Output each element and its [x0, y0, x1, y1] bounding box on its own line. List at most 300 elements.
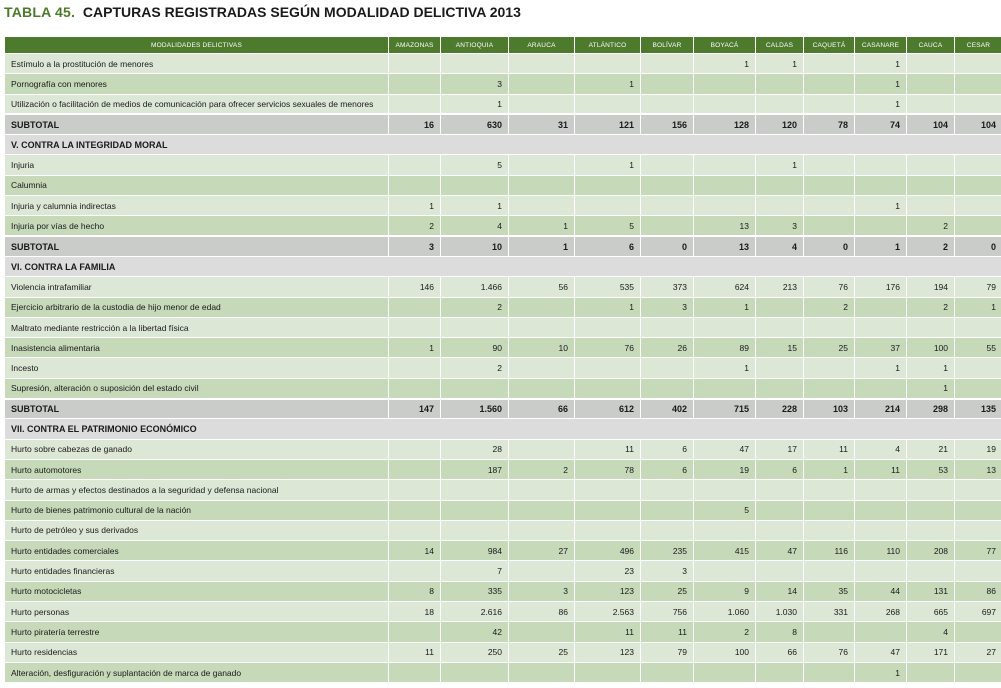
- table-cell: [907, 196, 955, 216]
- table-cell: 131: [907, 581, 955, 601]
- row-label: Pornografía con menores: [5, 74, 389, 94]
- table-cell: [756, 662, 804, 682]
- table-cell: [907, 317, 955, 337]
- table-cell: [756, 561, 804, 581]
- table-cell: 697: [955, 602, 1001, 622]
- table-cell: [804, 74, 855, 94]
- table-cell: [804, 155, 855, 175]
- table-cell: [509, 622, 575, 642]
- table-cell: 76: [575, 338, 641, 358]
- row-label: Estímulo a la prostitución de menores: [5, 54, 389, 74]
- table-cell: [804, 520, 855, 540]
- table-cell: [855, 297, 907, 317]
- table-cell: [955, 662, 1001, 682]
- table-cell: 984: [441, 541, 509, 561]
- table-cell: [641, 54, 694, 74]
- table-row: [5, 602, 1001, 622]
- table-cell: [955, 155, 1001, 175]
- table-cell: [694, 317, 756, 337]
- table-cell: 8: [756, 622, 804, 642]
- table-cell: [389, 317, 441, 337]
- table-cell: 47: [855, 642, 907, 662]
- table-cell: 74: [855, 114, 907, 134]
- table-cell: 535: [575, 277, 641, 297]
- row-label: Hurto automotores: [5, 459, 389, 479]
- table-cell: 23: [575, 561, 641, 581]
- table-cell: 1.060: [694, 602, 756, 622]
- table-cell: [641, 378, 694, 398]
- table-cell: [389, 622, 441, 642]
- table-cell: 2: [441, 358, 509, 378]
- table-cell: 14: [756, 581, 804, 601]
- table-cell: 715: [694, 399, 756, 419]
- row-label: Hurto motocicletas: [5, 581, 389, 601]
- table-cell: 1: [907, 358, 955, 378]
- table-cell: 3: [441, 74, 509, 94]
- row-label: Hurto residencias: [5, 642, 389, 662]
- table-cell: [509, 175, 575, 195]
- table-cell: 1: [694, 358, 756, 378]
- table-cell: 79: [641, 642, 694, 662]
- table-cell: 6: [756, 459, 804, 479]
- table-cell: 208: [907, 541, 955, 561]
- table-cell: [641, 74, 694, 94]
- column-header-department: CAUCA: [907, 37, 955, 54]
- table-cell: [575, 358, 641, 378]
- table-cell: 756: [641, 602, 694, 622]
- table-cell: [441, 500, 509, 520]
- table-row: [5, 297, 1001, 317]
- column-header-department: ANTIOQUIA: [441, 37, 509, 54]
- table-cell: 1: [509, 236, 575, 256]
- table-cell: 17: [756, 439, 804, 459]
- table-cell: [641, 662, 694, 682]
- table-cell: [694, 74, 756, 94]
- table-cell: 235: [641, 541, 694, 561]
- table-row: [5, 378, 1001, 398]
- table-cell: 2: [389, 216, 441, 236]
- table-row: [5, 74, 1001, 94]
- table-cell: [441, 175, 509, 195]
- table-row: [5, 459, 1001, 479]
- table-cell: 630: [441, 114, 509, 134]
- table-cell: [441, 378, 509, 398]
- table-cell: 335: [441, 581, 509, 601]
- section-title: VI. CONTRA LA FAMILIA: [5, 256, 1001, 276]
- column-header-department: ATLÁNTICO: [575, 37, 641, 54]
- table-cell: [575, 94, 641, 114]
- column-header-department: CALDAS: [756, 37, 804, 54]
- table-cell: [907, 520, 955, 540]
- table-cell: 55: [955, 338, 1001, 358]
- table-cell: 2: [907, 297, 955, 317]
- row-label: Hurto entidades financieras: [5, 561, 389, 581]
- table-cell: 415: [694, 541, 756, 561]
- table-cell: 228: [756, 399, 804, 419]
- row-label: Hurto entidades comerciales: [5, 541, 389, 561]
- table-cell: [694, 94, 756, 114]
- table-cell: 123: [575, 581, 641, 601]
- table-cell: 123: [575, 642, 641, 662]
- table-cell: [756, 317, 804, 337]
- table-cell: 19: [955, 439, 1001, 459]
- table-cell: [575, 196, 641, 216]
- table-cell: [389, 480, 441, 500]
- table-cell: 1.560: [441, 399, 509, 419]
- table-cell: [955, 94, 1001, 114]
- table-cell: [907, 74, 955, 94]
- table-cell: [575, 175, 641, 195]
- table-cell: [641, 94, 694, 114]
- table-cell: [756, 378, 804, 398]
- table-cell: 1: [907, 378, 955, 398]
- table-cell: [389, 439, 441, 459]
- table-cell: [441, 520, 509, 540]
- table-cell: 9: [694, 581, 756, 601]
- table-cell: [804, 622, 855, 642]
- table-row: [5, 581, 1001, 601]
- column-header-modalidad: MODALIDADES DELICTIVAS: [5, 37, 389, 54]
- table-cell: 8: [389, 581, 441, 601]
- table-cell: [509, 74, 575, 94]
- row-label: Injuria por vías de hecho: [5, 216, 389, 236]
- table-cell: 2: [907, 216, 955, 236]
- table-cell: [907, 500, 955, 520]
- table-cell: 373: [641, 277, 694, 297]
- table-cell: 2: [509, 459, 575, 479]
- row-label: Calumnia: [5, 175, 389, 195]
- table-cell: 47: [756, 541, 804, 561]
- row-label: Hurto piratería terrestre: [5, 622, 389, 642]
- table-row: [5, 642, 1001, 662]
- table-cell: [509, 155, 575, 175]
- table-cell: [509, 520, 575, 540]
- table-cell: 10: [509, 338, 575, 358]
- table-cell: 100: [907, 338, 955, 358]
- table-cell: [389, 54, 441, 74]
- table-cell: 402: [641, 399, 694, 419]
- table-cell: [804, 378, 855, 398]
- row-label: Violencia intrafamiliar: [5, 277, 389, 297]
- table-row: [5, 155, 1001, 175]
- table-cell: 1: [804, 459, 855, 479]
- table-row: [5, 662, 1001, 682]
- table-cell: 4: [907, 622, 955, 642]
- table-caption: CAPTURAS REGISTRADAS SEGÚN MODALIDAD DELICTIVA 2013: [82, 4, 521, 20]
- table-cell: 1: [441, 94, 509, 114]
- column-header-department: BOLÍVAR: [641, 37, 694, 54]
- table-cell: 13: [694, 236, 756, 256]
- table-cell: 35: [804, 581, 855, 601]
- table-cell: 14: [389, 541, 441, 561]
- table-cell: [907, 662, 955, 682]
- table-cell: [804, 662, 855, 682]
- table-cell: 90: [441, 338, 509, 358]
- table-cell: 11: [855, 459, 907, 479]
- table-cell: [694, 662, 756, 682]
- row-label: Maltrato mediante restricción a la libertad física: [5, 317, 389, 337]
- table-cell: 1: [855, 196, 907, 216]
- table-cell: [509, 54, 575, 74]
- table-cell: 4: [855, 439, 907, 459]
- table-cell: 25: [509, 642, 575, 662]
- table-cell: 100: [694, 642, 756, 662]
- table-cell: [855, 561, 907, 581]
- subtotal-label: SUBTOTAL: [5, 236, 389, 256]
- table-row: [5, 216, 1001, 236]
- table-cell: 42: [441, 622, 509, 642]
- table-cell: [389, 459, 441, 479]
- column-header-department: CASANARE: [855, 37, 907, 54]
- table-cell: 89: [694, 338, 756, 358]
- table-cell: [389, 378, 441, 398]
- table-cell: 2.563: [575, 602, 641, 622]
- section-header-row: [5, 419, 1001, 439]
- table-cell: 187: [441, 459, 509, 479]
- table-cell: [907, 175, 955, 195]
- table-row: [5, 439, 1001, 459]
- table-cell: [509, 500, 575, 520]
- table-cell: [756, 480, 804, 500]
- row-label: Injuria y calumnia indirectas: [5, 196, 389, 216]
- table-cell: 103: [804, 399, 855, 419]
- table-cell: [509, 196, 575, 216]
- table-cell: [756, 175, 804, 195]
- table-cell: [804, 196, 855, 216]
- table-cell: 11: [389, 642, 441, 662]
- table-cell: [855, 480, 907, 500]
- table-cell: [441, 54, 509, 74]
- table-cell: 1: [855, 662, 907, 682]
- table-row: [5, 480, 1001, 500]
- table-cell: [955, 54, 1001, 74]
- table-cell: [804, 317, 855, 337]
- column-header-department: CESAR: [955, 37, 1001, 54]
- table-cell: 156: [641, 114, 694, 134]
- table-cell: [389, 94, 441, 114]
- table-cell: 25: [641, 581, 694, 601]
- table-cell: 2: [441, 297, 509, 317]
- table-cell: [575, 662, 641, 682]
- table-cell: 78: [804, 114, 855, 134]
- table-cell: [804, 216, 855, 236]
- table-cell: [855, 175, 907, 195]
- table-cell: [804, 94, 855, 114]
- table-cell: 1: [955, 297, 1001, 317]
- table-cell: [641, 196, 694, 216]
- table-cell: 120: [756, 114, 804, 134]
- table-cell: 1: [389, 196, 441, 216]
- table-cell: 1: [756, 155, 804, 175]
- table-cell: 3: [389, 236, 441, 256]
- table-cell: 298: [907, 399, 955, 419]
- table-cell: [575, 520, 641, 540]
- table-cell: [389, 561, 441, 581]
- table-cell: 11: [641, 622, 694, 642]
- table-cell: 66: [756, 642, 804, 662]
- table-row: [5, 175, 1001, 195]
- table-cell: 176: [855, 277, 907, 297]
- table-cell: [389, 662, 441, 682]
- subtotal-row: [5, 236, 1001, 256]
- table-cell: 1: [694, 54, 756, 74]
- table-cell: 1: [855, 54, 907, 74]
- table-cell: 496: [575, 541, 641, 561]
- table-cell: 1: [855, 94, 907, 114]
- section-header-row: [5, 256, 1001, 276]
- table-cell: 4: [756, 236, 804, 256]
- table-cell: [756, 297, 804, 317]
- section-title: VII. CONTRA EL PATRIMONIO ECONÓMICO: [5, 419, 1001, 439]
- table-cell: 6: [641, 459, 694, 479]
- table-cell: 26: [641, 338, 694, 358]
- table-cell: 10: [441, 236, 509, 256]
- table-title: [4, 4, 521, 24]
- table-cell: 3: [641, 561, 694, 581]
- row-label: Hurto de armas y efectos destinados a la seguridad y defensa nacional: [5, 480, 389, 500]
- table-cell: 1: [575, 74, 641, 94]
- table-cell: [955, 358, 1001, 378]
- subtotal-label: SUBTOTAL: [5, 114, 389, 134]
- table-cell: [389, 155, 441, 175]
- table-cell: [389, 175, 441, 195]
- table-cell: [641, 520, 694, 540]
- table-cell: 1: [575, 155, 641, 175]
- row-label: Incesto: [5, 358, 389, 378]
- table-cell: [389, 297, 441, 317]
- table-cell: 78: [575, 459, 641, 479]
- table-body: [5, 54, 1001, 683]
- table-cell: 27: [509, 541, 575, 561]
- table-cell: 2: [694, 622, 756, 642]
- table-cell: 4: [441, 216, 509, 236]
- table-cell: 1: [855, 358, 907, 378]
- table-cell: 665: [907, 602, 955, 622]
- table-cell: [641, 358, 694, 378]
- table-cell: 11: [804, 439, 855, 459]
- table-cell: 21: [907, 439, 955, 459]
- table-cell: [855, 155, 907, 175]
- table-cell: [389, 74, 441, 94]
- table-cell: 1: [855, 74, 907, 94]
- table-number: TABLA 45.: [4, 4, 76, 20]
- table-cell: [441, 317, 509, 337]
- table-cell: [907, 561, 955, 581]
- table-cell: [855, 622, 907, 642]
- table-cell: [641, 317, 694, 337]
- table-cell: [509, 94, 575, 114]
- table-cell: [575, 317, 641, 337]
- table-cell: 0: [641, 236, 694, 256]
- row-label: Alteración, desfiguración y suplantación de marca de ganado: [5, 662, 389, 682]
- table-cell: [694, 378, 756, 398]
- table-cell: [575, 480, 641, 500]
- table-cell: 44: [855, 581, 907, 601]
- row-label: Hurto sobre cabezas de ganado: [5, 439, 389, 459]
- table-row: [5, 317, 1001, 337]
- table-cell: [694, 196, 756, 216]
- table-cell: [575, 378, 641, 398]
- table-cell: 104: [907, 114, 955, 134]
- section-header-row: [5, 135, 1001, 155]
- table-cell: [955, 74, 1001, 94]
- table-cell: 77: [955, 541, 1001, 561]
- table-cell: 15: [756, 338, 804, 358]
- captures-table: [4, 36, 1001, 683]
- table-cell: 86: [955, 581, 1001, 601]
- table-cell: [641, 480, 694, 500]
- table-cell: 268: [855, 602, 907, 622]
- table-cell: [804, 500, 855, 520]
- table-cell: [955, 196, 1001, 216]
- table-cell: 5: [441, 155, 509, 175]
- table-cell: [855, 216, 907, 236]
- table-cell: 11: [575, 622, 641, 642]
- table-cell: [855, 500, 907, 520]
- table-cell: 0: [955, 236, 1001, 256]
- table-cell: [907, 94, 955, 114]
- table-cell: 66: [509, 399, 575, 419]
- table-cell: [694, 561, 756, 581]
- table-cell: [804, 175, 855, 195]
- table-cell: [575, 500, 641, 520]
- table-cell: [641, 155, 694, 175]
- table-row: [5, 541, 1001, 561]
- table-cell: [804, 480, 855, 500]
- table-cell: 624: [694, 277, 756, 297]
- row-label: Ejercicio arbitrario de la custodia de hijo menor de edad: [5, 297, 389, 317]
- table-cell: [641, 500, 694, 520]
- table-cell: [955, 378, 1001, 398]
- table-cell: 2: [804, 297, 855, 317]
- table-row: [5, 520, 1001, 540]
- table-cell: 250: [441, 642, 509, 662]
- column-header-department: BOYACÁ: [694, 37, 756, 54]
- table-cell: [804, 561, 855, 581]
- table-row: [5, 358, 1001, 378]
- table-cell: [441, 480, 509, 500]
- table-cell: [855, 520, 907, 540]
- table-cell: 147: [389, 399, 441, 419]
- row-label: Supresión, alteración o suposición del estado civil: [5, 378, 389, 398]
- row-label: Hurto personas: [5, 602, 389, 622]
- subtotal-row: [5, 399, 1001, 419]
- table-cell: 1: [756, 54, 804, 74]
- table-row: [5, 561, 1001, 581]
- table-cell: [804, 358, 855, 378]
- table-cell: 146: [389, 277, 441, 297]
- table-cell: [955, 520, 1001, 540]
- header-row: [5, 37, 1001, 54]
- table-cell: [756, 500, 804, 520]
- table-cell: 13: [955, 459, 1001, 479]
- table-cell: [907, 54, 955, 74]
- table-cell: 1: [575, 297, 641, 317]
- table-cell: 28: [441, 439, 509, 459]
- table-cell: [694, 520, 756, 540]
- table-cell: 47: [694, 439, 756, 459]
- row-label: Hurto de petróleo y sus derivados: [5, 520, 389, 540]
- table-row: [5, 338, 1001, 358]
- table-cell: 11: [575, 439, 641, 459]
- table-cell: 16: [389, 114, 441, 134]
- table-cell: [694, 155, 756, 175]
- table-cell: [907, 155, 955, 175]
- section-title: V. CONTRA LA INTEGRIDAD MORAL: [5, 135, 1001, 155]
- table-row: [5, 500, 1001, 520]
- table-cell: [907, 480, 955, 500]
- table-cell: 121: [575, 114, 641, 134]
